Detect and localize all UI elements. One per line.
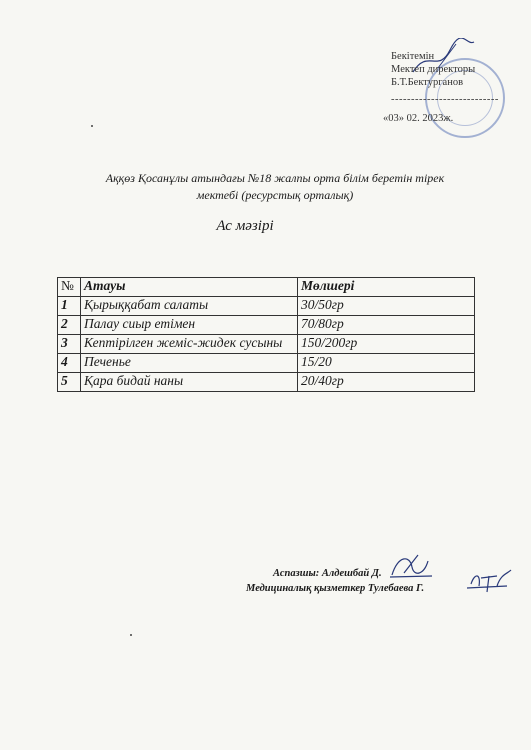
table-row <box>58 354 475 373</box>
row-name: Печенье <box>81 354 298 373</box>
school-title <box>60 170 490 204</box>
medic-signature <box>467 566 515 596</box>
stray-mark <box>91 125 93 127</box>
row-number: 2 <box>58 316 81 335</box>
row-name: Палау сиыр етімен <box>81 316 298 335</box>
stray-mark <box>130 634 132 636</box>
approval-block <box>383 50 499 125</box>
table-row <box>58 373 475 392</box>
row-name: Кептірілген жеміс-жидек сусыны <box>81 335 298 354</box>
row-amount: 15/20 <box>298 354 475 373</box>
cook-signature <box>388 551 436 581</box>
table-row <box>58 297 475 316</box>
header-amount: Мөлшері <box>298 278 475 297</box>
medic-signer: Медициналық қызметкер Тулебаева Г. <box>246 583 425 594</box>
header-name: Атауы <box>81 278 298 297</box>
row-amount: 150/200гр <box>298 335 475 354</box>
approval-line-1: Бекітемін <box>391 51 435 62</box>
row-number: 1 <box>58 297 81 316</box>
table-row <box>58 335 475 354</box>
row-name: Қырыққабат салаты <box>81 297 298 316</box>
row-amount: 70/80гр <box>298 316 475 335</box>
school-title-line-2: мектебі (ресурстық орталық) <box>196 188 354 202</box>
header-number: № <box>58 278 81 297</box>
approval-dashes: --------------------------- <box>391 94 499 105</box>
approval-date: «03» 02. 2023ж. <box>383 113 454 124</box>
menu-title: Ас мәзірі <box>216 218 274 234</box>
menu-table <box>57 277 475 392</box>
row-number: 5 <box>58 373 81 392</box>
cook-signer: Аспазшы: Алдешбай Д. <box>273 568 382 579</box>
school-title-line-1: Аққөз Қосанұлы атындағы №18 жалпы орта білім беретін тірек <box>105 171 445 185</box>
table-header-row <box>58 278 475 297</box>
approval-line-2: Мектеп директоры <box>391 64 476 75</box>
row-name: Қара бидай наны <box>81 373 298 392</box>
table-row <box>58 316 475 335</box>
row-number: 3 <box>58 335 81 354</box>
row-number: 4 <box>58 354 81 373</box>
row-amount: 20/40гр <box>298 373 475 392</box>
row-amount: 30/50гр <box>298 297 475 316</box>
approval-line-3: Б.Т.Бектурганов <box>391 77 464 88</box>
